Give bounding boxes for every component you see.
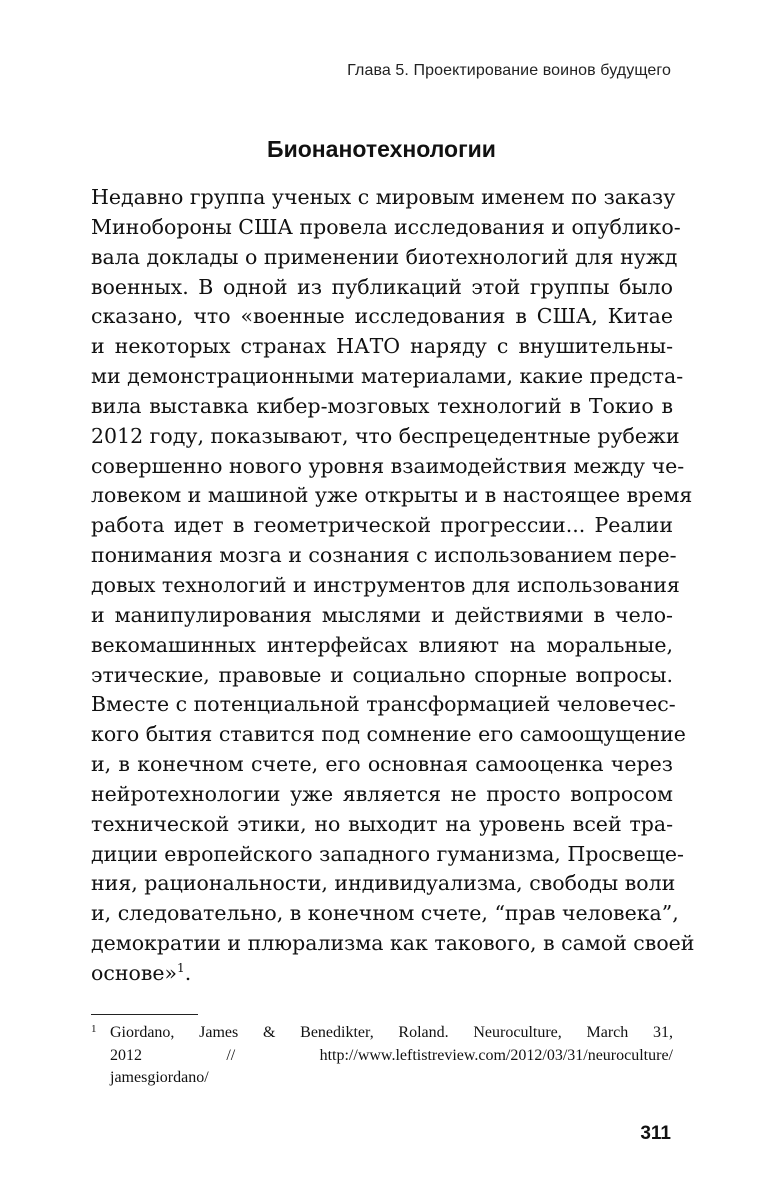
body-line: Вместе с потенциальной трансформацией человечес-: [91, 692, 676, 717]
section-title: Бионанотехнологии: [267, 136, 496, 162]
body-line: сказано, что «военные исследования в США, Китае: [91, 304, 673, 329]
body-line: технической этики, но выходит на уровень всей тра-: [91, 811, 673, 836]
body-last-text: основе»: [91, 960, 178, 985]
footnote-line: Giordano, James & Benedikter, Roland. Neuroculture, March 31,: [110, 1024, 673, 1041]
body-line: вила выставка кибер-мозговых технологий в Токио в: [91, 393, 673, 418]
body-line: нейротехнологии уже является не просто вопросом: [91, 781, 673, 806]
body-line: ния, рациональности, индивидуализма, свободы воли: [91, 871, 676, 896]
body-line: Минобороны США провела исследования и опублико-: [91, 214, 681, 239]
body-line: довых технологий и инструментов для использования: [91, 572, 680, 597]
body-line: понимания мозга и сознания с использованием пере-: [91, 543, 677, 568]
footnote-reference[interactable]: 1: [177, 960, 185, 975]
body-line: вала доклады о применении биотехнологий для нужд: [91, 244, 678, 269]
footnote-line-url-end[interactable]: jamesgiordano/: [110, 1069, 209, 1086]
body-line: демократии и плюрализма как такового, в самой своей: [91, 931, 695, 956]
footnote-divider: [91, 1014, 198, 1015]
body-line: Недавно группа ученых с мировым именем по заказу: [91, 185, 676, 209]
body-line: военных. В одной из публикаций этой группы было: [91, 274, 673, 299]
body-line: ми демонстрационными материалами, какие предста-: [91, 364, 684, 389]
body-line: кого бытия ставится под сомнение его самоощущение: [91, 722, 686, 747]
body-line: 2012 году, показывают, что беспрецедентные рубежи: [91, 423, 680, 448]
page-number: 311: [640, 1123, 671, 1144]
body-paragraph: [91, 183, 695, 989]
body-line: и, в конечном счете, его основная самооценка через: [91, 752, 673, 777]
running-header: Глава 5. Проектирование воинов будущего: [347, 62, 671, 79]
body-line: ловеком и машиной уже открыты и в настоящее время: [91, 483, 693, 508]
body-line-last: [91, 959, 673, 989]
body-line: диции европейского западного гуманизма, Просвеще-: [91, 841, 684, 866]
footnote-mark: 1: [91, 1023, 97, 1035]
body-line: и манипулирования мыслями и действиями в чело-: [91, 602, 673, 627]
body-line: векомашинных интерфейсах влияют на моральные,: [91, 632, 673, 657]
footnote: [91, 1022, 673, 1090]
footnote-line-url[interactable]: 2012 // http://www.leftistreview.com/2012/03/31/neuroculture/: [110, 1046, 673, 1064]
footnote-body: [110, 1022, 673, 1090]
body-line: совершенно нового уровня взаимодействия между че-: [91, 453, 685, 478]
body-line: и некоторых странах НАТО наряду с внушительны-: [91, 334, 673, 359]
body-line: работа идет в геометрической прогрессии... Реалии: [91, 513, 673, 538]
body-line: этические, правовые и социально спорные вопросы.: [91, 662, 673, 687]
body-line: и, следовательно, в конечном счете, “прав человека”,: [91, 901, 679, 926]
body-last-period: .: [184, 960, 192, 985]
